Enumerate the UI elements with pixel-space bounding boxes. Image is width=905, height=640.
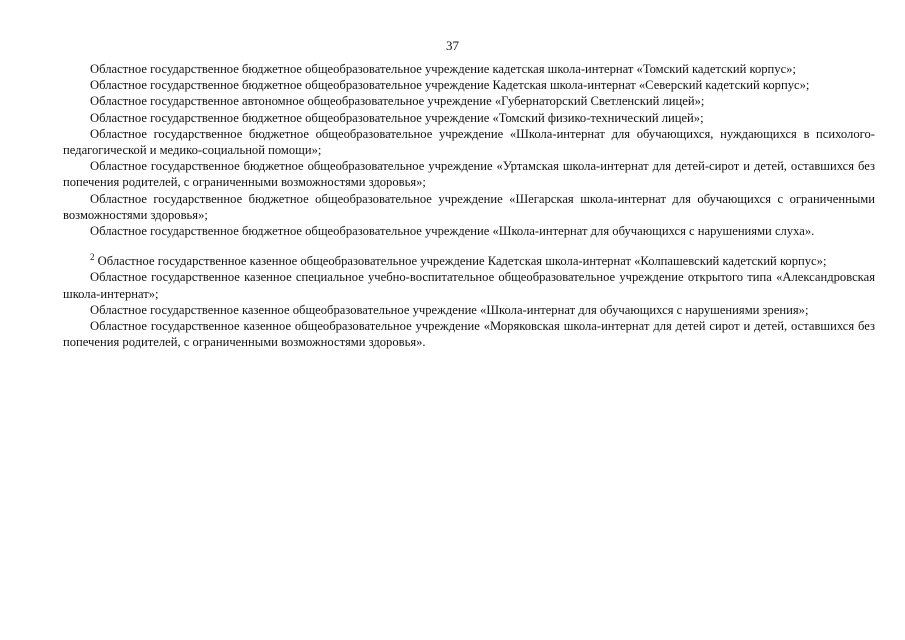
paragraph-boarding-school-psych-help: Областное государственное бюджетное общеобразовательное учреждение «Школа-интернат для обучающихся, нуждающихся в психолого-педагогической и медико-социальной помощи»; <box>63 126 875 158</box>
footnote-marker: 2 <box>90 252 95 263</box>
paragraph-hearing-impaired-school: Областное государственное бюджетное общеобразовательное учреждение «Школа-интернат для обучающихся с нарушениями слуха». <box>90 224 815 239</box>
footnote-paragraph-kolpashevo-cadet-corps <box>63 253 875 269</box>
paragraph-seversk-cadet-corps: Областное государственное бюджетное общеобразовательное учреждение Кадетская школа-интернат «Северский кадетский корпус»; <box>90 78 810 93</box>
paragraph-gap <box>63 239 875 253</box>
paragraph-physics-technical-lyceum: Областное государственное бюджетное общеобразовательное учреждение «Томский физико-технический лицей»; <box>90 110 704 125</box>
footnote-text: Областное государственное казенное общеобразовательное учреждение Кадетская школа-интернат «Колпашевский кадетский корпус»; <box>97 254 827 269</box>
paragraph-tomsk-cadet-corps: Областное государственное бюджетное общеобразовательное учреждение кадетская школа-интернат «Томский кадетский корпус»; <box>90 62 796 76</box>
paragraph-urtam-boarding-school: Областное государственное бюджетное общеобразовательное учреждение «Уртамская школа-интернат для детей-сирот и детей, оставшихся без попечения родителей, с ограниченными возможностями здоровья»; <box>63 159 875 190</box>
paragraph-aleksandrovskaya-school: Областное государственное казенное специальное учебно-воспитательное общеобразовательное учреждение открытого типа «Александровская школа-интернат»; <box>63 270 875 301</box>
document-body <box>63 61 875 350</box>
paragraph-moryakovka-boarding-school: Областное государственное казенное общеобразовательное учреждение «Моряковская школа-интернат для детей сирот и детей, оставшихся без попечения родителей, с ограниченными возможностями здоровья». <box>63 319 875 350</box>
paragraph-shegarka-boarding-school: Областное государственное бюджетное общеобразовательное учреждение «Шегарская школа-интернат для обучающихся с ограниченными возможностями здоровья»; <box>63 191 875 222</box>
paragraph-svetlensky-lyceum: Областное государственное автономное общеобразовательное учреждение «Губернаторский Светленский лицей»; <box>90 94 705 109</box>
paragraph-vision-impaired-school: Областное государственное казенное общеобразовательное учреждение «Школа-интернат для обучающихся с нарушениями зрения»; <box>90 302 809 317</box>
page-number: 37 <box>446 38 459 53</box>
